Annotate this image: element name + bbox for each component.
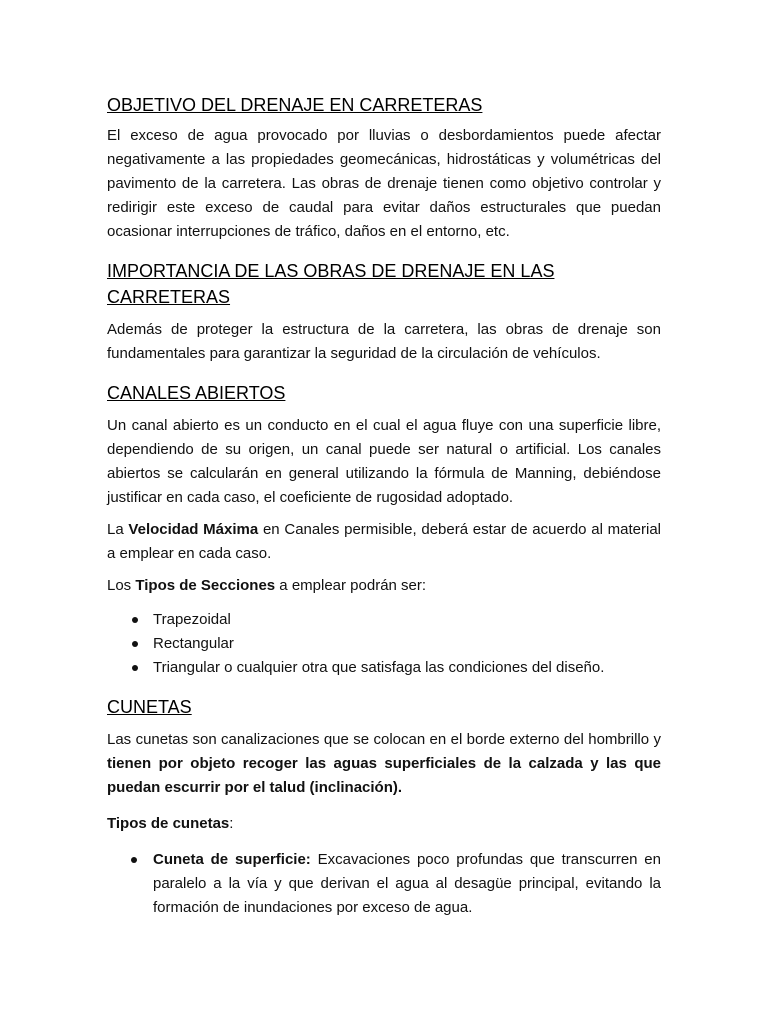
bullet-icon xyxy=(131,857,137,863)
heading-canales-abiertos: CANALES ABIERTOS xyxy=(107,383,286,403)
tipos-cunetas-label: Tipos de cunetas xyxy=(107,815,230,832)
velocidad-post: en Canales permisible, deberá estar de acuerdo al material a emplear en cada caso. xyxy=(107,521,661,562)
heading-objetivo: OBJETIVO DEL DRENAJE EN CARRETERAS xyxy=(107,95,483,115)
paragraph-tipos-cunetas xyxy=(107,812,661,836)
list-item-text: Triangular o cualquier otra que satisfaga las condiciones del diseño. xyxy=(153,659,605,676)
paragraph-velocidad-maxima xyxy=(107,518,661,566)
tipos-bold: Tipos de Secciones xyxy=(135,577,276,594)
bullet-icon xyxy=(132,641,138,647)
heading-cunetas: CUNETAS xyxy=(107,697,192,717)
section-types-list xyxy=(107,608,661,680)
bullet-icon xyxy=(132,617,138,623)
velocidad-pre: La xyxy=(107,521,129,538)
cuneta-desc: Excavaciones poco profundas que transcurren en paralelo a la vía y que derivan el agua al desagüe principal, evitando la formación de inundaciones por exceso de agua. xyxy=(153,851,661,916)
heading-importancia: IMPORTANCIA DE LAS OBRAS DE DRENAJE EN LAS CARRETERAS xyxy=(107,261,555,307)
bullet-icon xyxy=(132,665,138,671)
paragraph-importancia: Además de proteger la estructura de la carretera, las obras de drenaje son fundamentales para garantizar la seguridad de la circulación de vehículos. xyxy=(107,321,661,362)
paragraph-canales: Un canal abierto es un conducto en el cual el agua fluye con una superficie libre, dependiendo de su origen, un canal puede ser natural o artificial. Los canales abiertos se calcularán en general utilizando la fórmula de Manning, debiéndose justificar en cada caso, el coeficiente de rugosidad adoptado. xyxy=(107,417,661,506)
tipos-cunetas-colon: : xyxy=(229,815,234,832)
cunetas-types-list xyxy=(107,848,661,920)
document-content xyxy=(107,92,661,920)
list-item xyxy=(107,632,661,656)
cunetas-intro-pre: Las cunetas son canalizaciones que se colocan en el borde externo del hombrillo y xyxy=(107,731,661,748)
list-item xyxy=(107,848,661,920)
velocidad-bold: Velocidad Máxima xyxy=(128,521,259,538)
cuneta-term: Cuneta de superficie: xyxy=(153,851,311,868)
tipos-pre: Los xyxy=(107,577,136,594)
tipos-post: a emplear podrán ser: xyxy=(275,577,427,594)
paragraph-tipos-secciones xyxy=(107,574,661,598)
list-item-text: Trapezoidal xyxy=(153,611,231,628)
list-item xyxy=(107,608,661,632)
list-item-text: Rectangular xyxy=(153,635,234,652)
paragraph-objetivo: El exceso de agua provocado por lluvias o desbordamientos puede afectar negativamente a las propiedades geomecánicas, hidrostáticas y volumétricas del pavimento de la carretera. Las obras de drenaje tienen como objetivo controlar y redirigir este exceso de caudal para evitar daños estructurales que puedan ocasionar interrupciones de tráfico, daños en el entorno, etc. xyxy=(107,127,661,240)
cunetas-intro-bold: tienen por objeto recoger las aguas superficiales de la calzada y las que puedan escurrir por el talud (inclinación). xyxy=(107,755,661,796)
paragraph-cunetas xyxy=(107,728,661,800)
list-item xyxy=(107,656,661,680)
